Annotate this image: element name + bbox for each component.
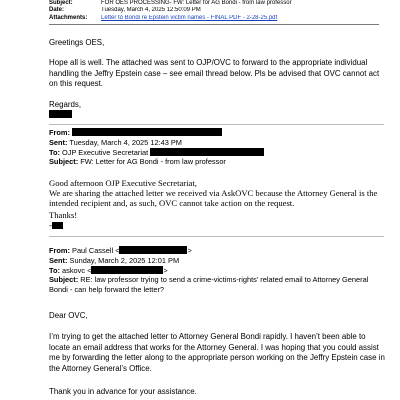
header-date-label: Date:: [49, 7, 65, 14]
first-greeting: Greetings OES,: [49, 38, 105, 47]
third-from-value: Paul Cassell <: [72, 246, 120, 255]
first-closing: Regards,: [49, 100, 82, 109]
second-subject-value: FW: Letter for AG Bondi - from law professor: [80, 157, 226, 167]
third-from-row: From: Paul Cassell < >: [49, 246, 192, 255]
first-body: Hope all is well. The attached was sent to OJP/OVC to forward to the appropriate individual handling the Jeffry Epstein case – see email thread below. Pls be advised that OVC cannot act on this request.: [49, 58, 380, 89]
header-date-value: Tuesday, March 4, 2025 12:50:09 PM: [101, 7, 201, 14]
third-from-label: From:: [49, 246, 70, 255]
second-body: We are sharing the attached letter we received via AskOVC because the Attorney General is the intended recipient and, as such, OVC cannot take action on the request.: [49, 188, 378, 209]
third-subject-label: Subject:: [49, 275, 79, 285]
third-to-row: To: askovc < >: [49, 265, 168, 275]
message-divider: [49, 236, 384, 237]
redaction-box: [49, 110, 72, 118]
redaction-box: [119, 246, 187, 254]
second-to-value: OJP Executive Secretariat: [62, 147, 149, 157]
header-attachments-row: [49, 15, 379, 22]
second-subject-row: [49, 157, 389, 167]
second-sent-label: Sent:: [49, 137, 68, 147]
second-signoff: [49, 220, 389, 230]
third-greeting: Dear OVC,: [49, 311, 88, 320]
third-to-value: askovc <: [62, 265, 92, 275]
third-header: [49, 246, 389, 295]
header-subject-value: FOR OES PROCESSING- FW: Letter for AG Bondi - from law professor: [101, 0, 292, 6]
message-divider: [49, 124, 384, 125]
first-signature: [49, 110, 389, 121]
third-sent-row: [49, 256, 389, 266]
redaction-box: [91, 266, 163, 274]
header-divider: [49, 24, 379, 25]
header-subject-label: Subject:: [49, 0, 73, 6]
second-thanks: Thanks!: [49, 210, 78, 220]
header-subject-row: [49, 0, 379, 7]
header-attachments-label: Attachments:: [49, 14, 88, 21]
second-to-label: To:: [49, 147, 60, 157]
header-date-row: [49, 7, 379, 14]
attachment-link[interactable]: Letter to Bondi re Epstein victim names - FINAL PDF - 2-28-25.pdf: [101, 14, 278, 21]
second-sent-value: Tuesday, March 4, 2025 12:43 PM: [69, 137, 182, 147]
redaction-box: [150, 148, 264, 156]
second-sent-row: [49, 138, 389, 148]
third-subject-value: RE: law professor trying to send a crime-victims-rights' related email to Attorney General Bondi - can help forward the letter?: [49, 275, 369, 295]
second-greeting: Good afternoon OJP Executive Secretariat,: [49, 178, 197, 188]
second-from-row: [49, 128, 389, 138]
second-to-row: [49, 148, 389, 158]
third-body: I’m trying to get the attached letter to Attorney General Bondi rapidly. I haven’t been able to locate an email address that works for the Attorney General. I was hoping that you could assist me by forwarding the letter along to the appropriate person working on the Jeffry Epstein case in the Attorney General’s Office.: [49, 332, 385, 373]
third-subject-row: [49, 275, 389, 295]
second-header: [49, 128, 389, 167]
third-thanks: Thank you in advance for your assistance.: [49, 387, 197, 396]
third-sent-value: Sunday, March 2, 2025 12:01 PM: [69, 255, 180, 265]
redaction-box: [72, 128, 222, 136]
third-to-label: To:: [49, 265, 60, 275]
second-subject-label: Subject:: [49, 157, 79, 167]
third-sent-label: Sent:: [49, 255, 68, 265]
second-from-label: From:: [49, 128, 70, 137]
second-dash: -: [49, 220, 52, 230]
redaction-box: [52, 222, 63, 229]
email-header-table: [49, 0, 379, 22]
